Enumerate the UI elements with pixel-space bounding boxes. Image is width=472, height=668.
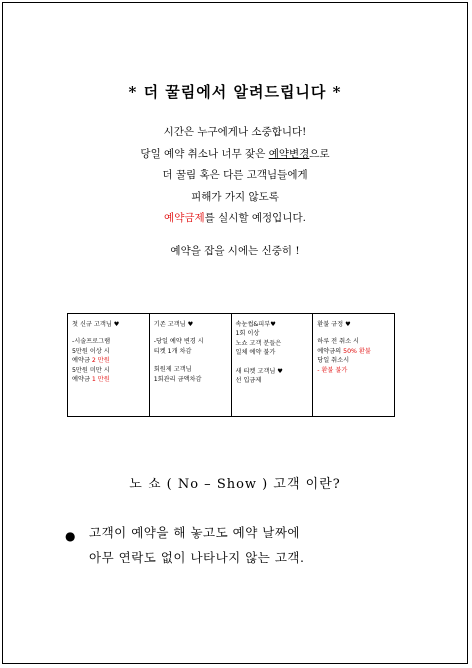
notice-line-4: 피해가 가지 않도록: [191, 190, 279, 203]
notice-line-2: [3, 144, 467, 166]
policy-cell-head: 속눈썹&피부♥: [235, 321, 276, 328]
policy-line: 티켓 1개 차감: [153, 347, 192, 355]
spacer: [154, 356, 227, 365]
page-title: * 더 꿀림에서 알려드립니다 *: [128, 83, 342, 101]
policy-line: 일체 예약 불가: [235, 349, 276, 357]
policy-line: 회원제 고객님: [153, 366, 192, 374]
policy-table: [67, 313, 395, 417]
definition-line-2: 아무 연락도 없이 나타나지 않는 고객.: [89, 550, 305, 565]
policy-line: [72, 375, 145, 384]
policy-amount: 2 만원: [91, 357, 110, 365]
policy-cell-head: 기존 고객님 ♥: [153, 321, 194, 328]
policy-line: 1회관리 금액차감: [153, 375, 202, 383]
policy-cell-head: 첫 신규 고객님 ♥: [72, 321, 120, 328]
notice-line-1: 시간은 누구에게나 소중합니다!: [163, 126, 307, 138]
policy-line: 노쇼 고객 분들은: [235, 339, 282, 347]
policy-line: -당일 예약 변경 시: [153, 338, 204, 346]
policy-line: [317, 347, 390, 356]
notice-line-3: 더 꿀림 혹은 다른 고객님들에게: [162, 169, 308, 181]
careful-text: 예약을 잡을 시에는 신중히 !: [170, 245, 300, 257]
policy-refund-rate: 50% 환불: [343, 347, 371, 355]
policy-line: 당일 취소시: [317, 357, 350, 365]
policy-cell-head: 환불 규정 ♥: [317, 321, 351, 328]
bullet-icon: ●: [65, 529, 76, 543]
notice-page: [2, 2, 468, 664]
policy-line: 새 티켓 고객님 ♥: [235, 367, 283, 375]
policy-cell-eyelash-skin: [231, 314, 313, 417]
policy-row: [68, 314, 395, 417]
spacer: [236, 358, 309, 367]
policy-cell-refund: [313, 314, 395, 417]
notice-line-2-pre: 당일 예약 취소나 너무 잦은: [140, 147, 269, 160]
notice-line-5: [3, 208, 467, 230]
policy-line: 선 입금제: [235, 377, 262, 385]
policy-text: 예약금의: [317, 347, 344, 355]
notice-line-5-post: 를 실시할 예정입니다.: [204, 212, 306, 224]
policy-line: 5만원 이상 시: [72, 347, 110, 355]
definition-line-1: 고객이 예약을 해 놓고도 예약 날짜에: [89, 525, 300, 540]
notice-line-2-post: 으로: [309, 147, 330, 160]
policy-text: 예약금: [72, 357, 92, 365]
policy-cell-new-customer: [68, 314, 150, 417]
policy-line: 5만원 미만 시: [72, 366, 110, 374]
policy-no-refund: - 환불 불가: [317, 366, 348, 374]
policy-line: 1회 이상: [235, 330, 260, 338]
notice-text: [3, 122, 467, 230]
policy-cell-existing-customer: [149, 314, 231, 417]
policy-line: -시술프로그램: [72, 338, 111, 346]
policy-amount: 1 만원: [91, 376, 110, 384]
noshow-heading: 노 쇼 ( No – Show ) 고객 이란?: [129, 477, 341, 492]
policy-line: [72, 356, 145, 365]
notice-deposit-system: 예약금제: [164, 212, 205, 224]
noshow-definition: [65, 520, 305, 570]
policy-line: 하루 전 취소 시: [317, 338, 360, 346]
policy-text: 예약금: [72, 376, 92, 384]
notice-line-2-underline: 예약변경: [268, 147, 310, 160]
